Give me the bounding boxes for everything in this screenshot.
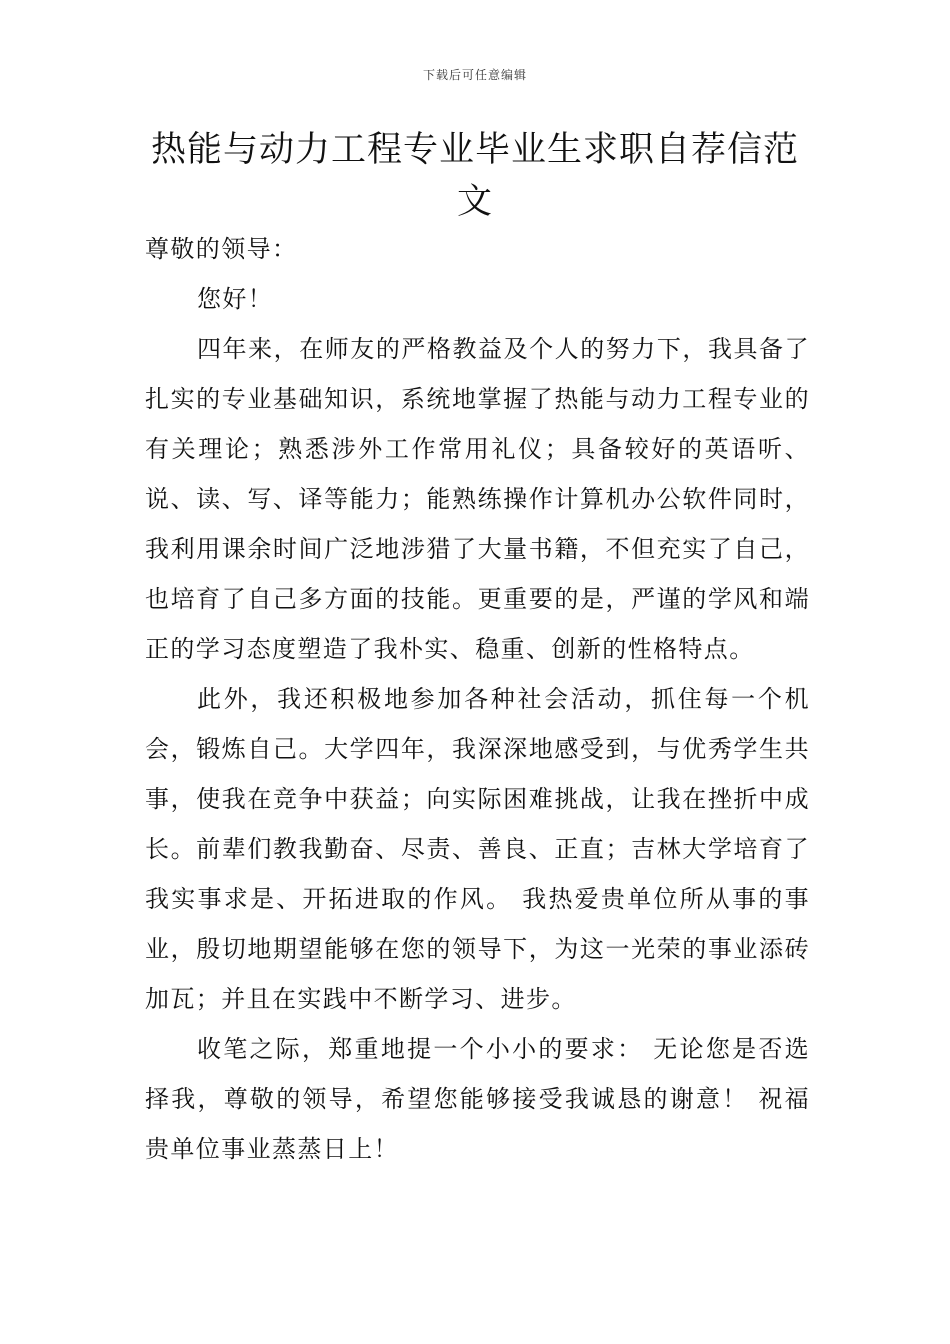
- greeting: 您好！: [197, 285, 274, 313]
- letter-body: [145, 224, 810, 1174]
- salutation: 尊敬的领导：: [145, 235, 298, 263]
- paragraph-1: 四年来，在师友的严格教益及个人的努力下，我具备了扎实的专业基础知识，系统地掌握了热能与动力工程专业的有关理论；熟悉涉外工作常用礼仪；具备较好的英语听、说、读、写、译等能力；能熟练操作计算机办公软件同时，我利用课余时间广泛地涉猎了大量书籍，不但充实了自己，也培育了自己多方面的技能。更重要的是，严谨的学风和端正的学习态度塑造了我朴实、稳重、创新的性格特点。: [145, 335, 810, 663]
- paragraph-3: 收笔之际，郑重地提一个小小的要求： 无论您是否选择我，尊敬的领导，希望您能够接受我诚恳的谢意！ 祝福贵单位事业蒸蒸日上！: [145, 1035, 810, 1163]
- header-note: 下载后可任意编辑: [422, 68, 527, 82]
- document-title: 热能与动力工程专业毕业生求职自荐信范文: [150, 130, 799, 222]
- paragraph-2: 此外，我还积极地参加各种社会活动，抓住每一个机会，锻炼自己。大学四年，我深深地感受到，与优秀学生共事，使我在竞争中获益；向实际困难挑战，让我在挫折中成长。前辈们教我勤奋、尽责、善良、正直；吉林大学培育了我实事求是、开拓进取的作风。 我热爱贵单位所从事的事业，殷切地期望能够在您的领导下，为这一光荣的事业添砖加瓦；并且在实践中不断学习、进步。: [145, 685, 810, 1013]
